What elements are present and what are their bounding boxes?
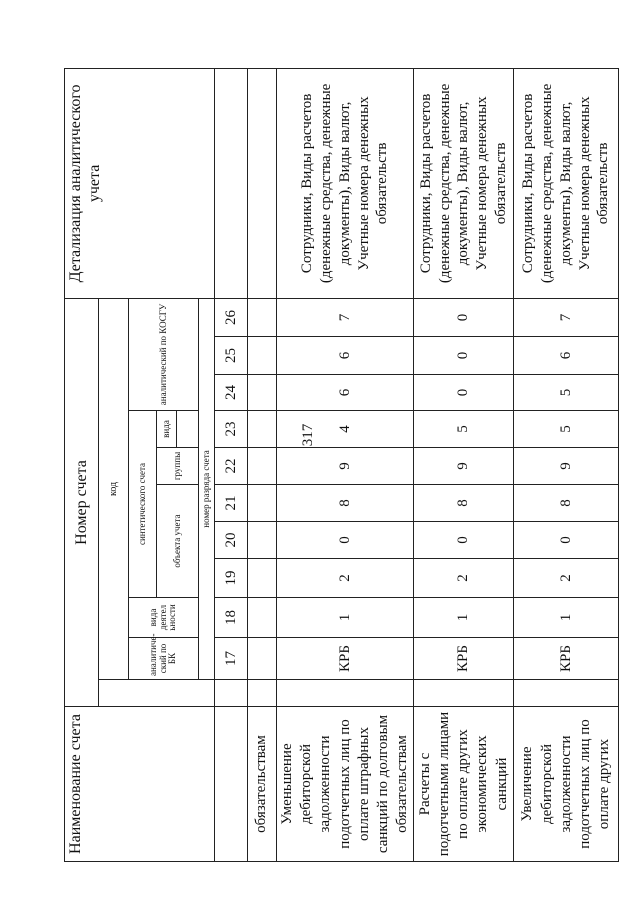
cell-empty bbox=[248, 598, 277, 638]
row-digit: 9 bbox=[514, 448, 619, 485]
page-number: 317 bbox=[300, 423, 316, 447]
column-number: 20 bbox=[215, 522, 248, 559]
cell-empty bbox=[514, 680, 619, 707]
continuation-name: обязательствам bbox=[248, 707, 277, 862]
cell-empty bbox=[248, 638, 277, 680]
cell-empty bbox=[248, 448, 277, 485]
column-number-detail bbox=[215, 68, 248, 298]
row-digit: 5 bbox=[514, 411, 619, 448]
header-kosgu: аналитический по КОСГУ bbox=[129, 298, 199, 410]
column-number: 24 bbox=[215, 375, 248, 411]
row-digit: 0 bbox=[414, 337, 514, 375]
row-analytic-code: КРБ bbox=[414, 638, 514, 680]
header-account-name: Наименование счета bbox=[65, 707, 215, 862]
header-group: группы bbox=[157, 448, 199, 485]
rotated-table bbox=[64, 69, 613, 862]
column-number: 25 bbox=[215, 337, 248, 375]
header-code: код bbox=[99, 298, 129, 679]
row-account-name: Расчеты с подотчетными лицами по оплате других экономических санкций bbox=[414, 707, 514, 862]
row-analytic-code: КРБ bbox=[277, 638, 414, 680]
row-digit: 2 bbox=[414, 559, 514, 598]
row-detail: Сотрудники, Виды расчетов (денежные средства, денежные документы), Виды валют, Учетные номера денежных обязательств bbox=[277, 68, 414, 298]
header-digit-number: номер разряда счета bbox=[199, 298, 215, 679]
column-number: 18 bbox=[215, 598, 248, 638]
column-number: 21 bbox=[215, 485, 248, 522]
cell-empty bbox=[248, 68, 277, 298]
cell-empty bbox=[248, 485, 277, 522]
row-digit: 8 bbox=[277, 485, 414, 522]
header-analytic-detail: Детализация аналитического учета bbox=[65, 68, 215, 298]
row-digit: 0 bbox=[514, 522, 619, 559]
row-account-name: Уменьшение дебиторской задолженности подотчетных лиц по оплате штрафных санкций по долговым обязательствам bbox=[277, 707, 414, 862]
row-digit: 9 bbox=[277, 448, 414, 485]
row-digit: 0 bbox=[277, 522, 414, 559]
continuation-row bbox=[248, 68, 277, 861]
row-digit: 0 bbox=[414, 375, 514, 411]
header-spacer bbox=[99, 680, 215, 707]
column-number: 22 bbox=[215, 448, 248, 485]
row-digit: 9 bbox=[414, 448, 514, 485]
header-analytic-bk: аналитический по БК bbox=[129, 638, 199, 680]
column-number: 19 bbox=[215, 559, 248, 598]
column-number: 26 bbox=[215, 298, 248, 336]
row-analytic-code: КРБ bbox=[514, 638, 619, 680]
row-digit: 1 bbox=[514, 598, 619, 638]
header-object: объекта учета bbox=[157, 485, 199, 598]
row-digit: 7 bbox=[514, 298, 619, 336]
row-digit: 5 bbox=[514, 375, 619, 411]
account-table bbox=[64, 68, 619, 862]
header-activity-kind: вида деятел ьности bbox=[129, 598, 199, 638]
cell-empty bbox=[248, 680, 277, 707]
cell-empty bbox=[414, 680, 514, 707]
account-table-frame bbox=[64, 69, 613, 862]
column-number: 23 bbox=[215, 411, 248, 448]
row-digit: 0 bbox=[414, 298, 514, 336]
row-digit: 4 bbox=[277, 411, 414, 448]
cell-empty bbox=[248, 559, 277, 598]
header-account-number: Номер счета bbox=[65, 298, 99, 706]
header-kind-spacer bbox=[177, 411, 199, 448]
cell-empty bbox=[248, 337, 277, 375]
header-synthetic-account: синтетического счета bbox=[129, 411, 157, 598]
row-digit: 2 bbox=[514, 559, 619, 598]
table-row bbox=[514, 68, 619, 861]
row-digit: 8 bbox=[514, 485, 619, 522]
column-number-spacer bbox=[215, 680, 248, 707]
row-digit: 2 bbox=[277, 559, 414, 598]
table-row bbox=[277, 68, 414, 861]
header-kind: вида bbox=[157, 411, 177, 448]
row-detail: Сотрудники, Виды расчетов (денежные средства, денежные документы), Виды валют, Учетные номера денежных обязательств bbox=[414, 68, 514, 298]
column-number: 17 bbox=[215, 638, 248, 680]
row-digit: 6 bbox=[514, 337, 619, 375]
row-digit: 1 bbox=[414, 598, 514, 638]
cell-empty bbox=[248, 298, 277, 336]
row-digit: 1 bbox=[277, 598, 414, 638]
row-digit: 0 bbox=[414, 522, 514, 559]
cell-empty bbox=[248, 522, 277, 559]
row-digit: 6 bbox=[277, 337, 414, 375]
column-number-row bbox=[215, 68, 248, 861]
column-number-name bbox=[215, 707, 248, 862]
row-detail: Сотрудники, Виды расчетов (денежные средства, денежные документы), Виды валют, Учетные номера денежных обязательств bbox=[514, 68, 619, 298]
row-digit: 5 bbox=[414, 411, 514, 448]
row-digit: 6 bbox=[277, 375, 414, 411]
row-account-name: Увеличение дебиторской задолженности подотчетных лиц по оплате других bbox=[514, 707, 619, 862]
cell-empty bbox=[248, 411, 277, 448]
cell-empty bbox=[248, 375, 277, 411]
cell-empty bbox=[277, 680, 414, 707]
row-digit: 7 bbox=[277, 298, 414, 336]
table-row bbox=[414, 68, 514, 861]
row-digit: 8 bbox=[414, 485, 514, 522]
